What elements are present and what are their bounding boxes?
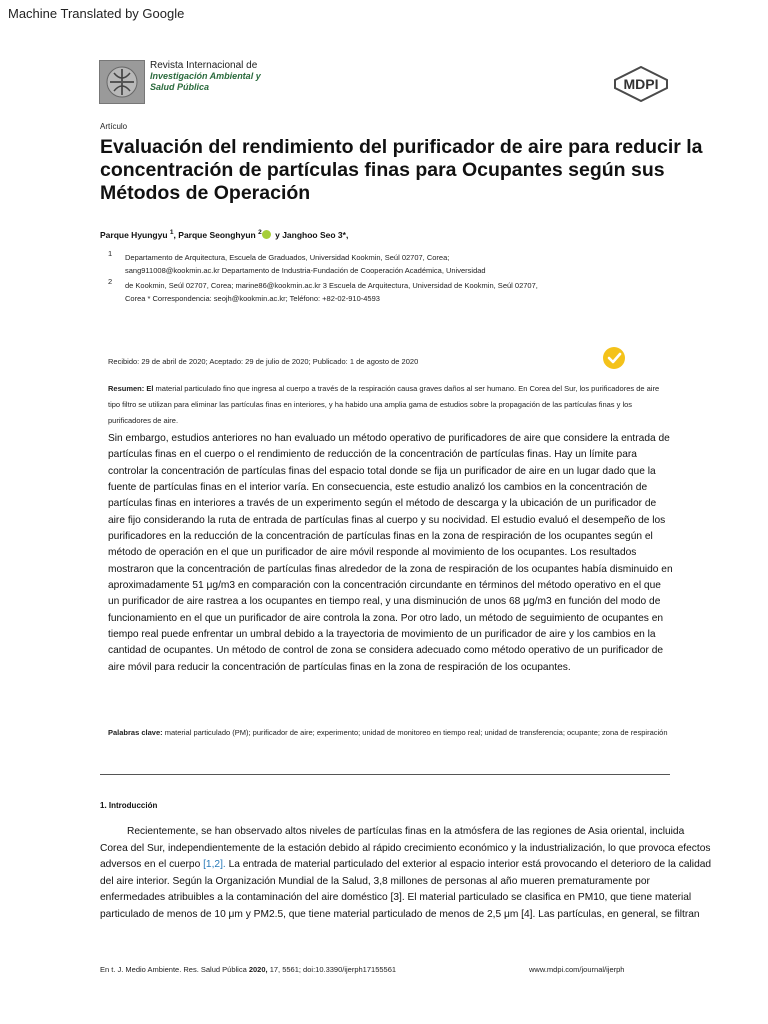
keywords (108, 725, 668, 741)
journal-name-line2: Investigación Ambiental y (150, 71, 261, 81)
paper-title: Evaluación del rendimiento del purificador de aire para reducir la concentración de partículas finas para Ocupantes según sus Métodos de Operación (100, 136, 703, 204)
author-2: , Parque Seonghyun (173, 230, 256, 240)
affiliation-line: de Kookmin, Seúl 02707, Corea; marine86@kookmin.ac.kr 3 Escuela de Arquitectura, Universidad de Kookmin, Seúl 02707, (125, 281, 538, 290)
journal-name (150, 60, 261, 93)
orcid-icon[interactable] (262, 230, 271, 239)
abstract-intro (108, 381, 668, 429)
author-2-affiliation: 2 (258, 229, 262, 236)
introduction-paragraph (100, 824, 714, 923)
intro-text: Recientemente, se han observado altos niveles de partículas finas en la atmósfera de las regiones de Asia oriental, incluida Corea del Sur, independientemente de la estación debido al rápido crecimiento económico y la industrialización, lo que provoca efectos adversos en el cuerpo (100, 826, 711, 870)
author-list (100, 229, 348, 240)
keywords-text: material particulado (PM); purificador de aire; experimento; unidad de monitoreo en tiempo real; unidad de transferencia; ocupante; zona de respiración (162, 728, 668, 737)
author-3: y Janghoo Seo 3*, (275, 230, 349, 240)
affiliation-number-1: 1 (108, 249, 113, 258)
journal-name-line3: Salud Pública (150, 82, 210, 92)
footer-doi: 17, 5561; doi:10.3390/ijerph17155561 (267, 965, 397, 974)
mdpi-logo (613, 66, 669, 102)
affiliation-number-2: 2 (108, 277, 113, 286)
machine-translation-banner: Machine Translated by Google (8, 6, 185, 21)
abstract-label: Resumen: El (108, 384, 154, 393)
keywords-label: Palabras clave: (108, 728, 163, 737)
footer-citation (100, 965, 396, 974)
article-type: Artículo (100, 122, 128, 131)
affiliation-line: Corea * Correspondencia: seojh@kookmin.ac.kr; Teléfono: +82-02-910-4593 (125, 294, 380, 303)
journal-name-line1: Revista Internacional de (150, 60, 258, 71)
affiliation-line: Departamento de Arquitectura, Escuela de Graduados, Universidad Kookmin, Seúl 02707, Corea; (125, 253, 450, 262)
footer-journal: En t. J. Medio Ambiente. Res. Salud Pública (100, 965, 249, 974)
mdpi-logo-text: MDPI (623, 76, 659, 92)
section-heading: 1. Introducción (100, 801, 158, 810)
affiliation-line: sang911008@kookmin.ac.kr Departamento de Industria-Fundación de Cooperación Académica, Universidad (125, 266, 486, 275)
author-1-affiliation: 1 (169, 229, 174, 236)
author-1: Parque Hyungyu (100, 230, 168, 240)
footer-url[interactable]: www.mdpi.com/journal/ijerph (529, 965, 625, 974)
abstract-body: Sin embargo, estudios anteriores no han evaluado un método operativo de purificadores de aire que considere la entrada de partículas finas en el cuerpo o el rendimiento de reducción de la concentración de partículas finas. Hay un límite para controlar la concentración de partículas finas del espacio total donde se fija un purificador de aire en un lugar dado que la fuente de partículas finas en el interior varía. En consecuencia, este estudio analizó los cambios en la concentración de partículas finas en interiores a través de un experimento según el método de descarga y la ubicación de un purificador de aire fijo considerando la ruta de entrada de partículas finas al cuerpo y su nocividad. El estudio evaluó el desempeño de los purificadores en la reducción de la concentración de partículas finas en la zona de respiración de los ocupantes según el método de operación en el que un purificador de aire móvil responde al movimiento de los ocupantes. Los resultados mostraron que la concentración de partículas finas alrededor de la zona de respiración de los ocupantes había disminuido en aproximadamente 51 μg/m3 en comparación con la concentración circundante en términos del método operativo en el que un purificador de aire rastrea a los ocupantes en tiempo real, y una disminución de unos 68 μg/m3 en función del modo de funcionamiento en el que un purificador de aire controla la zona. Por otro lado, un método de seguimiento de ocupantes en tiempo real puede enfrentar un umbral debido a la trayectoria de movimiento de un purificador de aire y los cambios en la cantidad de ocupantes. Un método de control de zona se considera adecuado como método operativo de un purificador de aire móvil para reducir la concentración de partículas finas en la zona de respiración de los ocupantes. (108, 433, 673, 673)
section-divider (100, 774, 670, 775)
check-for-updates-icon[interactable] (603, 347, 625, 369)
abstract-intro-text: material particulado fino que ingresa al cuerpo a través de la respiración causa graves daños al ser humano. En Corea del Sur, los purificadores de aire tipo filtro se utilizan para eliminar las partículas finas en interiores, y ha habido una amplia gama de estudios sobre la propagación de las partículas finas y los purificadores de aire. (108, 384, 660, 425)
citation-link[interactable]: [1,2]. (203, 859, 226, 870)
publication-dates: Recibido: 29 de abril de 2020; Aceptado: 29 de julio de 2020; Publicado: 1 de agosto de 2020 (108, 357, 419, 366)
intro-text: La entrada de material particulado del exterior al espacio interior está provocando el deterioro de la calidad del aire interior. Según la Organización Mundial de la Salud, 3,8 millones de personas al año mueren prematuramente por enfermedades atribuibles a la contaminación del aire doméstico [3]. El material particulado se clasifica en PM10, que tiene material particulado de menos de 10 μm y PM2.5, que tiene material particulado de menos de 2,5 μm [4]. Las partículas, en general, se filtran (100, 859, 712, 920)
journal-logo-icon (99, 60, 145, 104)
footer-year: 2020, (248, 965, 268, 974)
